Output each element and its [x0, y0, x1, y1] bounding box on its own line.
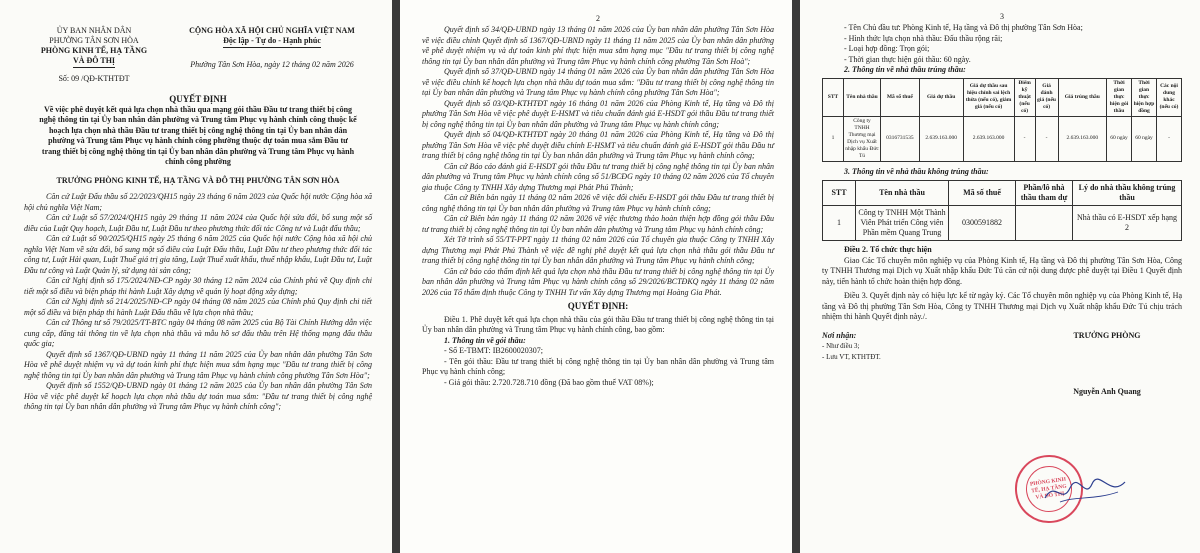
table-header: Các nội dung khác (nếu có)	[1157, 78, 1182, 116]
table-cell: 0300591882	[949, 206, 1016, 241]
legal-bases	[422, 25, 774, 298]
table-header: Thời gian thực hiện hợp đồng	[1132, 78, 1157, 116]
decision-heading: QUYẾT ĐỊNH:	[567, 301, 629, 311]
document-page-1	[0, 0, 392, 553]
signature-icon	[1040, 470, 1130, 510]
table-cell: Công ty TNHH Thương mại Dịch vụ Xuất nhập khẩu Đức Tú	[844, 116, 881, 161]
section-losing-bidder: 3. Thông tin về nhà thầu không trúng thầu:	[844, 166, 989, 176]
section-winning-bidder: 2. Thông tin về nhà thầu trúng thầu:	[844, 65, 966, 74]
table-cell: -	[1157, 116, 1182, 161]
national-header	[172, 26, 372, 84]
package-price: - Giá gói thầu: 2.720.728.710 đồng (Đã bao gồm thuế VAT 08%);	[444, 377, 654, 387]
document-header	[24, 26, 372, 84]
legal-basis: Quyết định số 1367/QĐ-UBND ngày 11 tháng 11 năm 2025 của Ủy ban nhân dân phường Tân Sơn Hòa về phê duyệt nhiệm vụ và dự toán kinh phí thực hiện mua sắm hạng mục "Đầu tư trang thiết bị công nghệ thông tin tại Ủy ban nhân dân phường và Trung tâm Phục vụ hành chính công phường Tân Sơn Hòa";	[24, 349, 372, 380]
signature-block	[822, 331, 1182, 398]
table-header-row	[823, 78, 1182, 116]
legal-basis: Quyết định số 04/QĐ-KTHTĐT ngày 20 tháng 01 năm 2026 của Phòng Kinh tế, Hạ tầng và Đô thị phường Tân Sơn Hòa về việc phê duyệt điều chỉnh E-HSMT và tiêu chuẩn đánh giá E-HSDT gói thầu Đầu tư trang thiết bị công nghệ thông tin tại Ủy ban nhân dân phường và Trung tâm Phục vụ hành chính công;	[422, 130, 774, 160]
table-header: Thời gian thực hiện gói thầu	[1107, 78, 1132, 116]
article-1: Điều 1. Phê duyệt kết quả lựa chọn nhà thầu của gói thầu Đầu tư trang thiết bị công nghệ thông tin tại Ủy ban nhân dân phường và Trung tâm Phục vụ hành chính công, bao gồm:	[422, 314, 774, 334]
contract-type: - Loại hợp đồng: Trọn gói;	[844, 44, 930, 53]
table-cell: 2.639.163.000	[963, 116, 1014, 161]
table-cell: -	[1035, 116, 1058, 161]
issuing-org	[24, 26, 164, 84]
table-header: Tên nhà thầu	[856, 181, 949, 206]
document-title: QUYẾT ĐỊNH	[169, 94, 227, 104]
recipient-item: - Lưu VT, KTHTĐT.	[822, 352, 881, 361]
table-header: Mã số thuế	[881, 78, 920, 116]
table-header: Giá đánh giá (nếu có)	[1035, 78, 1058, 116]
table-row	[823, 116, 1182, 161]
document-page-2	[400, 0, 792, 553]
legal-bases	[24, 192, 372, 413]
execution-time: - Thời gian thực hiện gói thầu: 60 ngày.	[844, 54, 971, 64]
table-header: Tên nhà thầu	[844, 78, 881, 116]
page-number: 3	[1000, 12, 1004, 21]
recipients	[822, 331, 962, 398]
table-cell: 0316731535	[881, 116, 920, 161]
stamp-text: PHÒNG KINH TẾ, HẠ TẦNG VÀ ĐÔ THỊ	[1023, 463, 1075, 515]
legal-basis: Quyết định số 34/QĐ-UBND ngày 13 tháng 01 năm 2026 của Ủy ban nhân dân phường Tân Sơn Hòa về việc điều chỉnh Quyết định số 1367/QĐ-UBND ngày 11 tháng 11 năm 2025 của Ủy ban nhân dân phường về phê duyệt nhiệm vụ và dự toán kinh phí thực hiện mua sắm hạng mục "Đầu tư trang thiết bị công nghệ thông tin tại Ủy ban nhân dân phường và Trung tâm Phục vụ hành chính công phường Tân Sơn Hoà";	[422, 25, 774, 66]
legal-basis: Quyết định số 37/QĐ-UBND ngày 14 tháng 01 năm 2026 của Ủy ban nhân dân phường Tân Sơn Hòa về việc điều chỉnh kế hoạch lựa chọn nhà thầu dự toán mua sắm: "Đầu tư trang thiết bị công nghệ thông tin tại Ủy ban nhân dân phường và Trung tâm Phục vụ hành chính công phường Tân Sơn Hòa";	[422, 67, 774, 97]
table-header-row	[823, 181, 1182, 206]
table-cell: 1	[823, 116, 844, 161]
table-cell: 2.639.163.000	[919, 116, 963, 161]
legal-basis: Quyết định số 1552/QĐ-UBND ngày 01 tháng 12 năm 2025 của Ủy ban nhân dân phường Tân Sơn Hòa về việc phê duyệt kế hoạch lựa chọn nhà thầu dự toán mua sắm: "Đầu tư trang thiết bị công nghệ thông tin tại Ủy ban nhân dân phường và Trung tâm Phục vụ hành chính công";	[24, 381, 372, 411]
document-subject: Về việc phê duyệt kết quả lựa chọn nhà thầu qua mạng gói thầu Đầu tư trang thiết bị công nghệ thông tin tại Ủy ban nhân dân phường và Trung tâm Phục vụ hành chính công thuộc kế hoạch lựa chọn nhà thầu Đầu tư trang thiết bị công nghệ thông tin tại Ủy ban nhân dân phường và Trung tâm Phục vụ hành chính công phường thuộc dự toán mua sắm Đầu tư trang thiết bị công nghệ thông tin tại Ủy ban nhân dân phường và Trung tâm Phục vụ hành chính công phường	[39, 104, 357, 166]
section-package-info: 1. Thông tin về gói thầu:	[444, 335, 526, 345]
recipients-label: Nơi nhận:	[822, 330, 857, 340]
page-number: 2	[596, 14, 600, 23]
selection-method: - Hình thức lựa chọn nhà thầu: Đấu thầu rộng rãi;	[844, 33, 1003, 43]
legal-basis: Căn cứ Nghị định số 214/2025/NĐ-CP ngày 04 tháng 08 năm 2025 của Chính phủ Quy định chi tiết một số điều và biện pháp thi hành Luật Đấu thầu về lựa chọn nhà thầu;	[24, 297, 372, 317]
table-header: Giá dự thầu	[919, 78, 963, 116]
winning-bidder-table	[822, 78, 1182, 162]
document-page-3	[800, 0, 1200, 553]
org-line-3: PHÒNG KINH TẾ, HẠ TẦNG	[40, 46, 148, 55]
org-line-1: ỦY BAN NHÂN DÂN	[56, 26, 132, 35]
national-motto: Độc lập - Tự do - Hạnh phúc	[223, 36, 321, 48]
table-header: Lý do nhà thầu không trúng thầu	[1073, 181, 1182, 206]
article-2-text: Giao Các Tổ chuyên môn nghiệp vụ của Phòng Kinh tế, Hạ tầng và Đô thị phường Tân Sơn Hòa, Công ty TNHH Thương mại Dịch vụ Xuất nhập khẩu Đức Tú căn cứ nội dung được phê duyệt tại Điều 1 Quyết định này, tiến hành tổ chức hoàn thiện hợp đồng.	[822, 255, 1182, 286]
table-cell: 1	[823, 206, 856, 241]
table-header: STT	[823, 181, 856, 206]
investor-name: - Tên Chủ đầu tư: Phòng Kinh tế, Hạ tầng và Đô thị phường Tân Sơn Hòa;	[844, 23, 1083, 32]
legal-basis: Căn cứ Biên bản ngày 11 tháng 02 năm 2026 về việc đối chiếu E-HSDT gói thầu Đầu tư trang thiết bị công nghệ thông tin tại Ủy ban nhân dân phường và Trung tâm Phục vụ hành chính công;	[422, 193, 774, 213]
article-3: Điều 3. Quyết định này có hiệu lực kể từ ngày ký. Các Tổ chuyên môn nghiệp vụ của Phòng Kinh tế, Hạ tầng và Đô thị phường Tân Sơn Hòa, Công ty TNHH Thương mại Dịch vụ Xuất nhập khẩu Đức Tú chịu trách nhiệm thi hành Quyết định này./.	[822, 291, 1182, 321]
legal-basis: Căn cứ Biên bản ngày 11 tháng 02 năm 2026 về việc thương thảo hoàn thiện hợp đồng gói thầu Đầu tư trang thiết bị công nghệ thông tin tại Ủy ban nhân dân phường và Trung tâm Phục vụ hành chính công;	[422, 214, 774, 234]
org-line-4: VÀ ĐÔ THỊ	[73, 56, 115, 68]
legal-basis: Căn cứ Nghị định số 175/2024/NĐ-CP ngày 30 tháng 12 năm 2024 của Chính phủ về Quy định chi tiết một số điều và biện pháp thi hành Luật Xây dựng về quản lý hoạt động xây dựng;	[24, 276, 372, 296]
issuing-authority: TRƯỞNG PHÒNG KINH TẾ, HẠ TẦNG VÀ ĐÔ THỊ PHƯỜNG TÂN SƠN HÒA	[56, 175, 340, 185]
table-row	[823, 206, 1182, 241]
legal-basis: Căn cứ Thông tư số 79/2025/TT-BTC ngày 04 tháng 08 năm 2025 của Bộ Tài Chính Hướng dẫn việc cung cấp, đăng tải thông tin về lựa chọn nhà thầu và mẫu hồ sơ đấu thầu trên Hệ thống mạng đấu thầu quốc gia;	[24, 318, 372, 348]
national-name: CỘNG HÒA XÃ HỘI CHỦ NGHĨA VIỆT NAM	[189, 26, 355, 35]
losing-bidder-table	[822, 180, 1182, 241]
recipient-item: - Như điều 3;	[822, 342, 860, 350]
signer-block	[1032, 331, 1182, 398]
article-2: Điều 2. Tổ chức thực hiện	[844, 245, 932, 254]
legal-basis: Căn cứ báo cáo thẩm định kết quả lựa chọn nhà thầu Đầu tư trang thiết bị công nghệ thông tin tại Ủy ban nhân dân phường và Trung tâm Phục vụ hành chính công số 29/2026/BCTĐKQ ngày 11 tháng 02 năm 2026 của Tổ thẩm định thuộc Công ty TNHH Tư vấn Xây dựng Thương mại Hoàng Gia Phát.	[422, 266, 774, 297]
table-cell	[1016, 206, 1073, 241]
table-cell: Nhà thầu có E-HSDT xếp hạng 2	[1073, 206, 1182, 241]
table-cell: 60 ngày	[1107, 116, 1132, 161]
legal-basis: Quyết định số 03/QĐ-KTHTĐT ngày 16 tháng 01 năm 2026 của Phòng Kinh tế, Hạ tầng và Đô thị phường Tân Sơn Hòa về việc phê duyệt E-HSMT và tiêu chuẩn đánh giá E-HSDT gói thầu Đầu tư trang thiết bị công nghệ thông tin tại Ủy ban nhân dân phường và Trung tâm Phục vụ hành chính công;	[422, 98, 774, 129]
table-header: Điểm kỹ thuật (nếu có)	[1014, 78, 1035, 116]
package-name: - Tên gói thầu: Đầu tư trang thiết bị công nghệ thông tin tại Ủy ban nhân dân phường và Trung tâm Phục vụ hành chính công;	[422, 356, 774, 376]
signer-name: Nguyễn Anh Quang	[1073, 387, 1141, 396]
legal-basis: Căn cứ Luật Đấu thầu số 22/2023/QH15 ngày 23 tháng 6 năm 2023 của Quốc hội nước Cộng hòa xã hội chủ nghĩa Việt Nam;	[24, 192, 372, 212]
table-cell: -	[1014, 116, 1035, 161]
legal-basis: Căn cứ Báo cáo đánh giá E-HSDT gói thầu Đầu tư trang thiết bị công nghệ thông tin tại Ủy ban nhân dân phường và Trung tâm Phục vụ hành chính công số 51/BCĐG ngày 10 tháng 02 năm 2026 của Tổ chuyên gia thuộc Công ty TNHH Xây dựng Thương mại Phát Phú Thành;	[422, 161, 774, 192]
table-header: Giá trúng thầu	[1058, 78, 1106, 116]
table-cell: Công ty TNHH Một Thành Viên Phát triển Công viên Phần mềm Quang Trung	[856, 206, 949, 241]
table-cell: 60 ngày	[1132, 116, 1157, 161]
legal-basis: Xét Tờ trình số 55/TT-PPT ngày 11 tháng 02 năm 2026 của Tổ chuyên gia thuộc Công ty TNHH Xây dựng Thương mại Phát Phú Thành về việc đề nghị phê duyệt kết quả lựa chọn nhà thầu gói thầu Đầu tư trang thiết bị công nghệ thông tin tại Ủy ban nhân dân phường và Trung tâm Phục vụ hành chính công;	[422, 235, 774, 265]
document-date: Phường Tân Sơn Hòa, ngày 12 tháng 02 năm 2026	[190, 60, 354, 69]
signer-role: TRƯỞNG PHÒNG	[1073, 330, 1141, 340]
legal-basis: Căn cứ Luật số 90/2025/QH15 ngày 25 tháng 6 năm 2025 của Quốc hội nước Cộng hòa xã hội chủ nghĩa Việt Nam về sửa đổi, bổ sung một số điều của Luật Đấu thầu, Luật Đầu tư theo phương thức đối tác công tư, Luật Hải quan, Luật Thuế giá trị gia tăng, Luật Thuế xuất khẩu, thuế nhập khẩu, Luật Đầu tư, Luật Đầu tư công và Luật Quản lý, sử dụng tài sản công;	[24, 234, 372, 275]
table-header: Giá dự thầu sau hiệu chỉnh sai lệch thừa (nếu có), giảm giá (nếu có)	[963, 78, 1014, 116]
document-number: Số: 09 /QĐ-KTHTĐT	[58, 74, 130, 83]
table-header: STT	[823, 78, 844, 116]
table-cell: 2.639.163.000	[1058, 116, 1106, 161]
legal-basis: Căn cứ Luật số 57/2024/QH15 ngày 29 tháng 11 năm 2024 của Quốc hội sửa đổi, bổ sung một số điều của Luật Quy hoạch, Luật Đầu tư, Luật Đầu tư theo phương thức đối tác Công tư và Luật đấu thầu;	[24, 213, 372, 233]
table-header: Phần/lô nhà thầu tham dự	[1016, 181, 1073, 206]
org-line-2: PHƯỜNG TÂN SƠN HÒA	[49, 36, 139, 45]
table-header: Mã số thuế	[949, 181, 1016, 206]
package-tbmt: - Số E-TBMT: IB2600020307;	[444, 346, 543, 355]
